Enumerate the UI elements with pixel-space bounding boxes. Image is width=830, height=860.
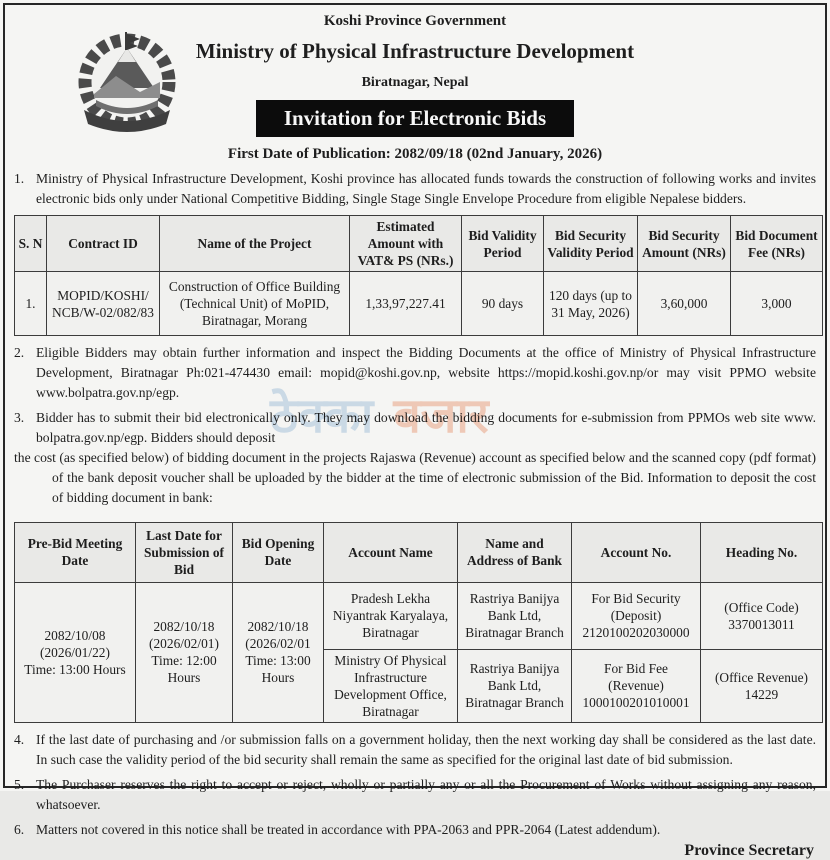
submission-date-bs: 2082/10/18 — [153, 619, 215, 635]
clause-3 — [14, 408, 816, 448]
bid-table-row — [15, 272, 823, 336]
cell-document-fee: 3,000 — [731, 272, 823, 336]
clause-4-text: If the last date of purchasing and /or submission falls on a government holiday, then the next working day shall be considered as the last date. In such case the validity period of the bid security shall remain the same as specified for the original last date of bid submission. — [36, 731, 816, 767]
cell-account-name-1: Pradesh Lekha Niyantrak Karyalaya, Biratnagar — [324, 582, 458, 649]
bid-details-table — [14, 215, 823, 336]
prebid-time: Time: 13:00 Hours — [24, 661, 126, 677]
prebid-date-ad: (2026/01/22) — [40, 644, 110, 660]
submission-time-unit: Hours — [167, 670, 201, 686]
signatory-title: Province Secretary — [684, 841, 814, 859]
prebid-date-bs: 2082/10/08 — [44, 627, 106, 643]
submission-date-ad: (2026/02/01) — [149, 636, 219, 652]
cell-bid-opening — [233, 582, 324, 722]
col-header-bid-opening: Bid Opening Date — [233, 522, 324, 582]
clause-3-text: Bidder has to submit their bid electronically only. They may download the bidding documents for e-submission from PPMOs web site www. bolpatra.gov.np/egp. Bidders should deposit — [36, 410, 816, 445]
col-header-heading-no: Heading No. — [701, 522, 823, 582]
ministry-location: Biratnagar, Nepal — [361, 75, 469, 90]
clause-1 — [14, 169, 816, 209]
clause-2-number: 2. — [14, 345, 25, 360]
cell-bid-validity: 90 days — [462, 272, 544, 336]
account-1-label: For Bid Security (Deposit) — [591, 591, 681, 624]
account-2-label: For Bid Fee (Revenue) — [604, 661, 668, 694]
document-border-frame — [3, 3, 827, 859]
cell-bank-2: Rastriya Banijya Bank Ltd, Biratnagar Branch — [458, 649, 572, 722]
heading-1-number: 3370013011 — [728, 616, 795, 632]
submission-time: Time: 12:00 — [151, 653, 217, 669]
contract-id-line1: MOPID/KOSHI/ — [57, 287, 149, 303]
clause-6-text: Matters not covered in this notice shall be treated in accordance with PPA-2063 and PPR-2064 (Latest addendum). — [36, 821, 661, 837]
cell-project-name: Construction of Office Building (Technical Unit) of MoPID, Biratnagar, Morang — [160, 272, 350, 336]
opening-time-unit: Hours — [261, 670, 295, 686]
clause-1-number: 1. — [14, 171, 25, 186]
cell-contract-id — [47, 272, 160, 336]
cell-security-validity: 120 days (up to 31 May, 2026) — [544, 272, 638, 336]
opening-date-ad: (2026/02/01 — [245, 636, 311, 652]
deposit-table-row-1 — [15, 582, 823, 649]
cell-heading-no-2 — [701, 649, 823, 722]
cell-bank-1: Rastriya Banijya Bank Ltd, Biratnagar Branch — [458, 582, 572, 649]
document-header — [14, 12, 816, 164]
col-header-prebid-meeting: Pre-Bid Meeting Date — [15, 522, 136, 582]
clause-5-number: 5. — [14, 776, 25, 792]
watermark-word-2: बजार — [393, 388, 489, 444]
cell-heading-no-1 — [701, 582, 823, 649]
clause-2-text: Eligible Bidders may obtain further information and inspect the Bidding Documents at the office of Ministry of Physical Infrastructure Development, Biratnagar Ph:021-474430 email: mopid@koshi.gov.np, website https://mopid.koshi.gov.np/or may visit PPMO website www.bolpatra.gov.np/egp. — [36, 345, 816, 400]
watermark-word-1: ठेक्का — [270, 388, 374, 444]
clause-3-number: 3. — [14, 410, 25, 425]
col-header-account-no: Account No. — [572, 522, 701, 582]
account-1-number: 2120100202030000 — [582, 625, 690, 641]
government-name: Koshi Province Government — [323, 13, 507, 29]
col-header-contract-id: Contract ID — [47, 216, 160, 272]
opening-date-bs: 2082/10/18 — [247, 619, 309, 635]
col-header-document-fee: Bid Document Fee (NRs) — [731, 216, 823, 272]
col-header-bid-validity: Bid Validity Period — [462, 216, 544, 272]
cell-sn: 1. — [15, 272, 47, 336]
contract-id-line2: NCB/W-02/082/83 — [52, 304, 154, 320]
col-header-account-name: Account Name — [324, 522, 458, 582]
col-header-estimated-amount: Estimated Amount with VAT& PS (NRs.) — [350, 216, 462, 272]
clause-6 — [14, 820, 816, 840]
bid-table-header-row — [15, 216, 823, 272]
cell-last-submission — [136, 582, 233, 722]
col-header-sn: S. N — [15, 216, 47, 272]
clause-6-number: 6. — [14, 821, 25, 837]
nepal-government-emblem-logo — [66, 32, 188, 138]
col-header-security-validity: Bid Security Validity Period — [544, 216, 638, 272]
col-header-security-amount: Bid Security Amount (NRs) — [638, 216, 731, 272]
col-header-last-submission: Last Date for Submission of Bid — [136, 522, 233, 582]
cell-security-amount: 3,60,000 — [638, 272, 731, 336]
clause-3-continuation: the cost (as specified below) of bidding document in the projects Rajaswa (Revenue) account as specified below and the scanned copy (pdf format) of the bank deposit voucher shall be uploaded by the bidder at the time of electronic submission of the Bid. Information to deposit the cost of bidding document in bank: — [14, 450, 816, 505]
heading-1-label: (Office Code) — [724, 599, 799, 615]
publication-date: First Date of Publication: 2082/09/18 (02nd January, 2026) — [227, 146, 603, 162]
ministry-name: Ministry of Physical Infrastructure Development — [195, 39, 635, 63]
invitation-banner-title: Invitation for Electronic Bids — [256, 100, 574, 137]
clause-4 — [14, 730, 816, 770]
clause-5-text: The Purchaser reserves the right to accept or reject, wholly or partially any or all the Procurement of Works without assigning any reason, whatsoever. — [36, 776, 816, 812]
cell-account-no-1 — [572, 582, 701, 649]
opening-time: Time: 13:00 — [245, 653, 311, 669]
deposit-table-header-row — [15, 522, 823, 582]
col-header-project-name: Name of the Project — [160, 216, 350, 272]
account-2-number: 1000100201010001 — [582, 695, 690, 711]
cell-prebid-meeting — [15, 582, 136, 722]
clause-5 — [14, 775, 816, 815]
clause-2 — [14, 343, 816, 403]
cell-estimated-amount: 1,33,97,227.41 — [350, 272, 462, 336]
heading-2-label: (Office Revenue) — [714, 669, 809, 685]
cell-account-name-2: Ministry Of Physical Infrastructure Development Office, Biratnagar — [324, 649, 458, 722]
cell-account-no-2 — [572, 649, 701, 722]
clause-1-text: Ministry of Physical Infrastructure Development, Koshi province has allocated funds towards the construction of following works and invites electronic bids only under National Competitive Bidding, Single Stage Single Envelope Procedure from eligible Nepalese bidders. — [36, 171, 816, 206]
deposit-information-table — [14, 522, 823, 723]
col-header-bank: Name and Address of Bank — [458, 522, 572, 582]
clause-4-number: 4. — [14, 731, 25, 747]
heading-2-number: 14229 — [744, 686, 779, 702]
